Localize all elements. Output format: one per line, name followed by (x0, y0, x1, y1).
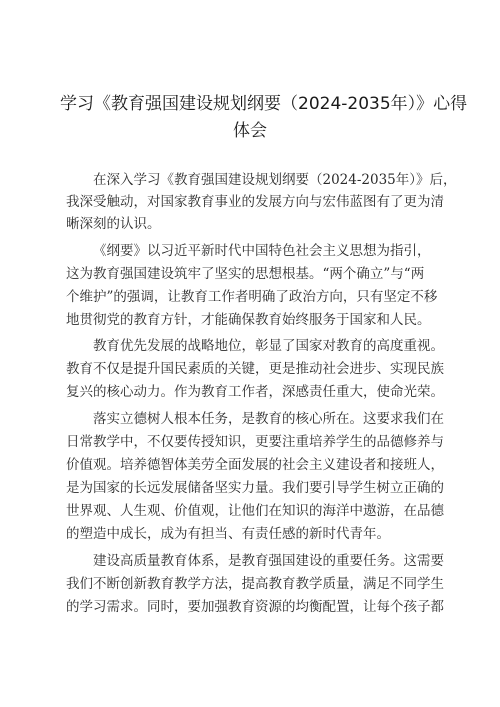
body-line: 我深受触动，对国家教育事业的发展方向与宏伟蓝图有了更为清 (66, 194, 444, 210)
body-line: 教育不仅是提升国民素质的关键，更是推动社会进步、实现民族 (66, 361, 444, 377)
body-line: 个维护”的强调，让教育工作者明确了政治方向，只有坚定不移 (66, 289, 438, 305)
body-line: 我们不断创新教育教学方法，提高教育教学质量，满足不同学生 (66, 576, 444, 592)
document-title-line-2: 体会 (233, 121, 267, 141)
body-line: 教育优先发展的战略地位，彰显了国家对教育的高度重视。 (93, 338, 444, 354)
document-title-line-1: 学习《教育强国建设规划纲要（2024-2035年）》心得 (60, 94, 468, 114)
body-line: 日常教学中，不仅要传授知识，更要注重培养学生的品德修养与 (66, 434, 444, 450)
body-line: 在深入学习《教育强国建设规划纲要（2024-2035年）》后， (93, 172, 457, 188)
body-line: 复兴的核心动力。作为教育工作者，深感责任重大，使命光荣。 (66, 384, 444, 400)
body-line: 的塑造中成长，成为有担当、有责任感的新时代青年。 (66, 526, 390, 542)
body-line: 是为国家的长远发展储备坚实力量。我们要引导学生树立正确的 (66, 480, 444, 496)
body-line: 晰深刻的认识。 (66, 216, 161, 232)
body-line: 落实立德树人根本任务，是教育的核心所在。这要求我们在 (93, 411, 444, 427)
body-line: 的学习需求。同时，要加强教育资源的均衡配置，让每个孩子都 (66, 599, 444, 615)
body-line: 建设高质量教育体系，是教育强国建设的重要任务。这需要 (93, 553, 444, 569)
body-line: 地贯彻党的教育方针，才能确保教育始终服务于国家和人民。 (66, 312, 431, 328)
body-line: 这为教育强国建设筑牢了坚实的思想根基。“两个确立”与“两 (66, 266, 425, 282)
body-line: 世界观、人生观、价值观，让他们在知识的海洋中遨游，在品德 (66, 503, 444, 519)
body-line: 《纲要》以习近平新时代中国特色社会主义思想为指引， (93, 243, 431, 259)
body-line: 价值观。培养德智体美劳全面发展的社会主义建设者和接班人， (66, 457, 444, 473)
